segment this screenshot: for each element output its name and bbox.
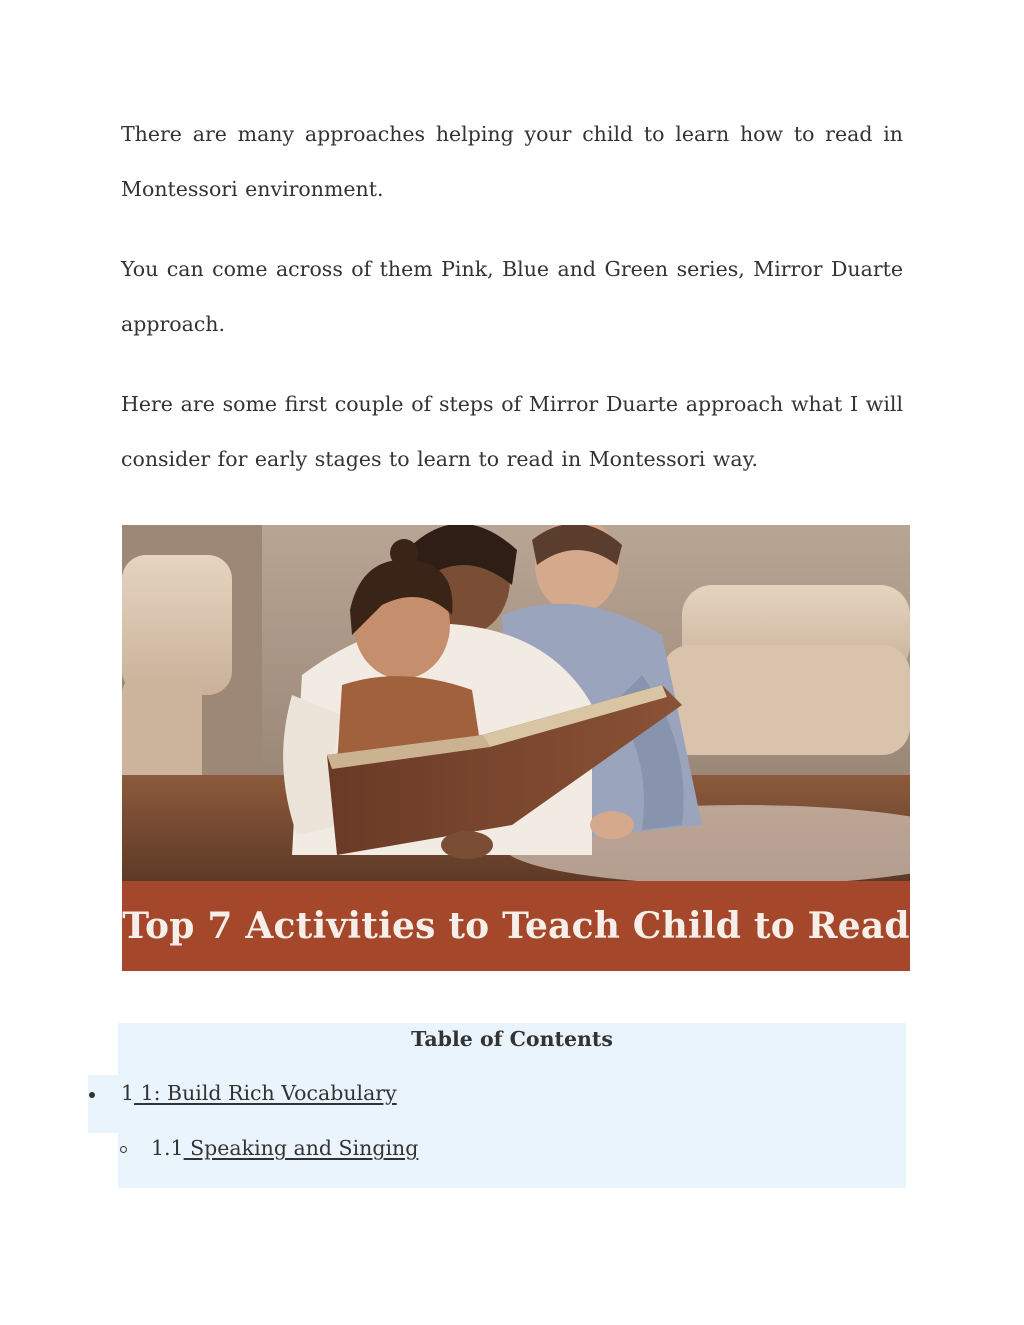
- intro-paragraph: There are many approaches helping your child to learn how to read in Montessori environment.: [121, 122, 903, 201]
- toc-link-speaking-and-singing[interactable]: Speaking and Singing: [183, 1136, 419, 1160]
- toc-bullet-background: [88, 1075, 118, 1133]
- bullet-dot-icon: [89, 1092, 95, 1098]
- toc-title: Table of Contents: [411, 1027, 613, 1051]
- toc-item-number: 1.1: [151, 1136, 184, 1160]
- title-banner: [122, 881, 910, 971]
- bullet-circle-icon: [120, 1146, 127, 1153]
- family-reading-photo: [122, 525, 910, 881]
- banner-title: Top 7 Activities to Teach Child to Read: [122, 905, 910, 947]
- toc-item-1: [121, 1078, 397, 1108]
- hero-image: [122, 525, 910, 971]
- series-paragraph: You can come across of them Pink, Blue and Green series, Mirror Duarte approach.: [121, 257, 903, 336]
- toc-item-1-1: [151, 1133, 418, 1163]
- steps-paragraph: Here are some first couple of steps of Mirror Duarte approach what I will consider for early stages to learn to read in Montessori way.: [121, 392, 903, 471]
- toc-item-number: 1: [121, 1081, 135, 1105]
- toc-link-build-rich-vocabulary[interactable]: 1: Build Rich Vocabulary: [134, 1081, 397, 1105]
